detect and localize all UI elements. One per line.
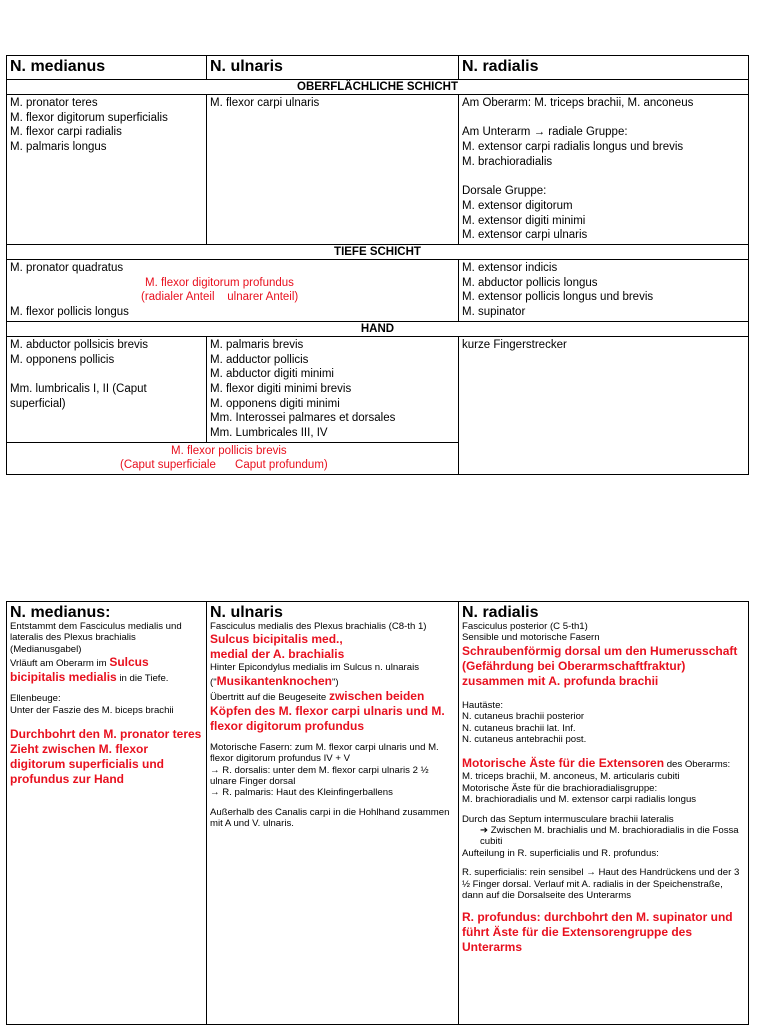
list-item: M. palmaris longus [10, 141, 107, 154]
cell-hand-shared [7, 442, 459, 474]
header-row [7, 56, 749, 80]
paragraph: N. cutaneus brachii lat. Inf. [462, 722, 576, 734]
paragraph: Fasciculus posterior (C 5-th1) [462, 621, 588, 632]
list-item: M. flexor digitorum superficialis [10, 111, 168, 124]
title-medianus: N. medianus: [10, 604, 111, 621]
cell-superficial-medianus [7, 95, 207, 245]
header-radialis: N. radialis [459, 56, 749, 80]
paragraph: N. cutaneus brachii posterior [462, 711, 585, 723]
section-row-hand [7, 321, 749, 336]
list-item: M. extensor carpi ulnaris [462, 229, 588, 242]
list-item: M. flexor pollicis longus [10, 306, 129, 319]
paragraph: M. brachioradialis und M. extensor carpi radialis longus [462, 794, 697, 806]
list-item: Am Oberarm: M. triceps brachii, M. anconeus [462, 97, 694, 109]
list-item: M. extensor carpi radialis longus und brevis [462, 141, 684, 154]
cell-superficial-radialis [459, 95, 749, 245]
section-hand: HAND [7, 321, 749, 336]
list-item: M. abductor pollsicis brevis [10, 338, 149, 351]
list-item: M. palmaris brevis [210, 338, 304, 351]
paragraph: Sensible und motorische Fasern [462, 632, 600, 644]
paragraph: Motorische Äste für die Extensoren des Oberarms: [462, 756, 731, 771]
highlight: Sulcus bicipitalis med., [210, 632, 343, 647]
paragraph: M. triceps brachii, M. anconeus, M. articularis cubiti [462, 771, 680, 783]
header-ulnaris: N. ulnaris [207, 56, 459, 80]
title-ulnaris: N. ulnaris [210, 604, 283, 621]
list-item: M. abductor digiti minimi [210, 368, 334, 381]
cell-course-ulnaris [207, 602, 459, 1025]
paragraph: ➔ Zwischen M. brachialis und M. brachioradialis in die Fossa cubiti [480, 825, 739, 848]
paragraph: Außerhalb des Canalis carpi in die Hohlhand zusammen mit A und V. ulnaris. [210, 806, 450, 830]
paragraph: Vrläuft am Oberarm im Sulcus bicipitalis medialis in die Tiefe. [10, 655, 169, 685]
highlight: medial der A. brachialis [210, 647, 345, 662]
paragraph: → R. dorsalis: unter dem M. flexor carpi ulnaris 2 ½ ulnare Finger dorsal [210, 764, 429, 788]
hand-row [7, 336, 749, 442]
paragraph: Hinter Epicondylus medialis im Sulcus n. ulnarais ("Musikantenknochen") [210, 662, 420, 688]
cell-course-medianus [7, 602, 207, 1025]
superficial-row [7, 95, 749, 245]
paragraph: Durch das Septum intermusculare brachii lateralis [462, 813, 674, 825]
list-item: M. extensor digitorum [462, 199, 573, 212]
shared-muscle-parts: (radialer Anteil ulnarer Anteil) [141, 291, 299, 304]
list-item: M. pronator teres [10, 97, 98, 109]
highlight: Durchbohrt den M. pronator teres [10, 727, 202, 742]
paragraph: N. cutaneus antebrachii post. [462, 734, 587, 746]
list-item: Mm. lumbricalis I, II (Caput [10, 382, 147, 395]
paragraph: R. superficialis: rein sensibel → Haut des Handrückens und der 3 ½ Finger dorsal. Verlauf mit A. radialis in der Speichenstraße, dann auf die Dorsalseite des Unterarms [462, 867, 740, 902]
list-item: M. flexor digiti minimi brevis [210, 382, 352, 395]
section-row-superficial [7, 80, 749, 95]
cell-hand-radialis [459, 336, 749, 474]
muscle-innervation-table [6, 55, 749, 475]
cell-hand-ulnaris [207, 336, 459, 442]
paragraph: Unter der Faszie des M. biceps brachii [10, 704, 174, 716]
paragraph: Fasciculus medialis des Plexus brachialis (C8-th 1) [210, 621, 427, 632]
paragraph: Entstammt dem Fasciculus medialis und lateralis des Plexus brachialis (Medianusgabel) [10, 621, 182, 655]
paragraph: Motorische Äste für die brachioradialisgruppe: [462, 782, 658, 794]
section-superficial: OBERFLÄCHLICHE SCHICHT [7, 80, 749, 95]
section-deep: TIEFE SCHICHT [7, 245, 749, 260]
paragraph: Motorische Fasern: zum M. flexor carpi ulnaris und M. flexor digitorum profundus IV + V [210, 741, 439, 765]
list-item: Mm. Lumbricales III, IV [210, 427, 328, 440]
list-item: M. extensor indicis [462, 262, 558, 274]
cell-course-radialis [459, 602, 749, 1025]
list-item: superficial) [10, 397, 66, 410]
paragraph: Aufteilung in R. superficialis und R. profundus: [462, 847, 659, 859]
nerve-course-table [6, 601, 749, 1025]
list-item: M. extensor digiti minimi [462, 214, 586, 227]
list-item: M. abductor pollicis longus [462, 276, 598, 289]
header-medianus: N. medianus [7, 56, 207, 80]
cell-deep-radialis [459, 260, 749, 322]
list-item: M. opponens pollicis [10, 353, 115, 366]
highlight: Schraubenförmig dorsal um den Humerusschaft (Gefährdung bei Oberarmschaftfraktur) zusammen mit A. profunda brachii [462, 643, 738, 688]
cell-deep-medianus-ulnaris [7, 260, 459, 322]
list-item: M. extensor pollicis longus und brevis [462, 291, 654, 304]
list-item: kurze Fingerstrecker [462, 338, 567, 351]
cell-superficial-ulnaris [207, 95, 459, 245]
paragraph: → R. palmaris: Haut des Kleinfingerballens [210, 787, 393, 799]
shared-muscle: M. flexor digitorum profundus [145, 276, 294, 289]
title-radialis: N. radialis [462, 604, 539, 621]
paragraph: Hautäste: [462, 699, 504, 711]
shared-muscle-parts: (Caput superficiale Caput profundum) [120, 459, 328, 472]
list-item: Am Unterarm → radiale Gruppe: [462, 126, 628, 139]
list-item: Mm. Interossei palmares et dorsales [210, 412, 396, 425]
list-item: M. opponens digiti minimi [210, 397, 340, 410]
paragraph: Übertritt auf die Beugeseite zwischen beiden Köpfen des M. flexor carpi ulnaris und M. flexor digitorum profundus [210, 688, 445, 733]
list-item: M. brachioradialis [462, 155, 553, 168]
list-item: M. flexor carpi ulnaris [210, 97, 320, 109]
highlight: R. profundus: durchbohrt den M. supinator und führt Äste für die Extensorengruppe des Unterarms [462, 909, 733, 954]
list-item: M. adductor pollicis [210, 353, 309, 366]
deep-row [7, 260, 749, 322]
section-row-deep [7, 245, 749, 260]
highlight: Zieht zwischen M. flexor digitorum superficialis und profundus zur Hand [10, 742, 165, 787]
list-item: M. pronator quadratus [10, 262, 124, 274]
shared-muscle: M. flexor pollicis brevis [171, 444, 287, 457]
list-item: M. supinator [462, 306, 526, 319]
list-item: M. flexor carpi radialis [10, 126, 122, 139]
course-row [7, 602, 749, 1025]
list-item: Dorsale Gruppe: [462, 185, 547, 198]
cell-hand-medianus [7, 336, 207, 442]
paragraph: Ellenbeuge: [10, 693, 61, 705]
